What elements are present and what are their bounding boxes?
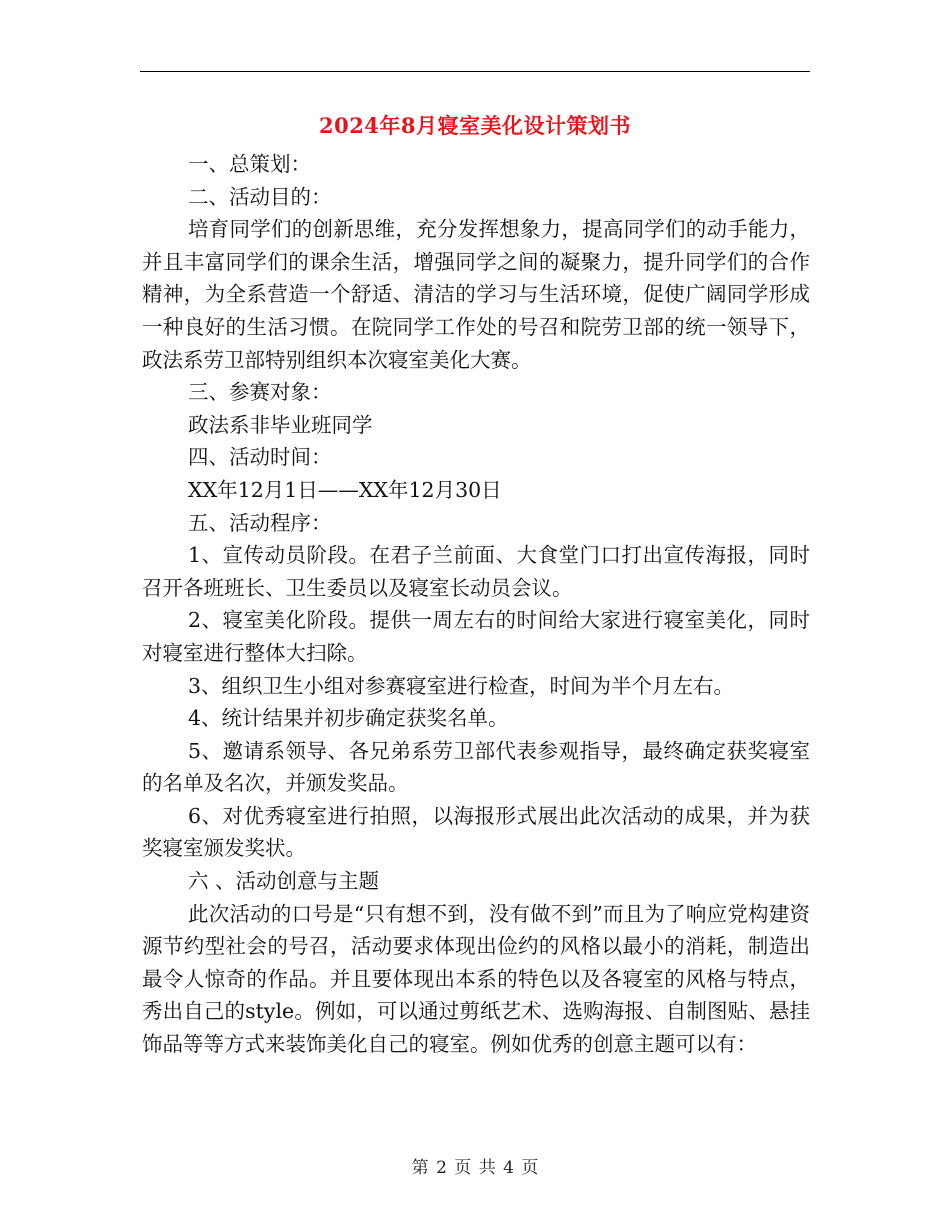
paragraph: 一、总策划： <box>188 152 311 176</box>
paragraph: 3、组织卫生小组对参赛寝室进行检查，时间为半个月左右。 <box>188 673 735 698</box>
paragraph: 二、活动目的： <box>188 184 332 209</box>
paragraph: 5、邀请系领导、各兄弟系劳卫部代表参观指导，最终确定获奖寝室的名单及名次，并颁发奖品。 <box>142 738 810 796</box>
page-number: 第 2 页 共 4 页 <box>411 1158 539 1178</box>
paragraph: 五、活动程序： <box>188 510 332 535</box>
paragraph: 培育同学们的创新思维，充分发挥想象力，提高同学们的动手能力，并且丰富同学们的课余生活，增强同学之间的凝聚力，提升同学们的合作精神，为全系营造一个舒适、清洁的学习与生活环境，促使广阔同学形成一种良好的生活习惯。在院同学工作处的号召和院劳卫部的统一领导下，政法系劳卫部特别组织本次寝室美化大赛。 <box>142 217 810 372</box>
paragraph: 三、参赛对象： <box>188 380 332 405</box>
header-rule <box>140 71 810 72</box>
paragraph: 6、对优秀寝室进行拍照，以海报形式展出此次活动的成果，并为获奖寝室颁发奖状。 <box>142 803 810 861</box>
paragraph: 六 、活动创意与主题 <box>188 869 380 894</box>
paragraph: XX年12月1日——XX年12月30日 <box>188 477 502 502</box>
document-title: 2024年8月寝室美化设计策划书 <box>318 113 632 138</box>
paragraph: 1、宣传动员阶段。在君子兰前面、大食堂门口打出宣传海报，同时召开各班班长、卫生委员以及寝室长动员会议。 <box>142 543 810 600</box>
document-body <box>142 148 810 1061</box>
paragraph: 政法系非毕业班同学 <box>188 412 373 437</box>
paragraph: 此次活动的口号是“只有想不到，没有做不到”而且为了响应党构建资源节约型社会的号召，活动要求体现出俭约的风格以最小的消耗，制造出最令人惊奇的作品。并且要体现出本系的特色以及各寝室的风格与特点，秀出自己的style。例如，可以通过剪纸艺术、选购海报、自制图贴、悬挂饰品等等方式来装饰美化自己的寝室。例如优秀的创意主题可以有： <box>142 901 810 1057</box>
paragraph: 四、活动时间： <box>188 445 332 470</box>
paragraph: 4、统计结果并初步确定获奖名单。 <box>188 706 509 731</box>
paragraph: 2、寝室美化阶段。提供一周左右的时间给大家进行寝室美化，同时对寝室进行整体大扫除。 <box>142 608 810 665</box>
